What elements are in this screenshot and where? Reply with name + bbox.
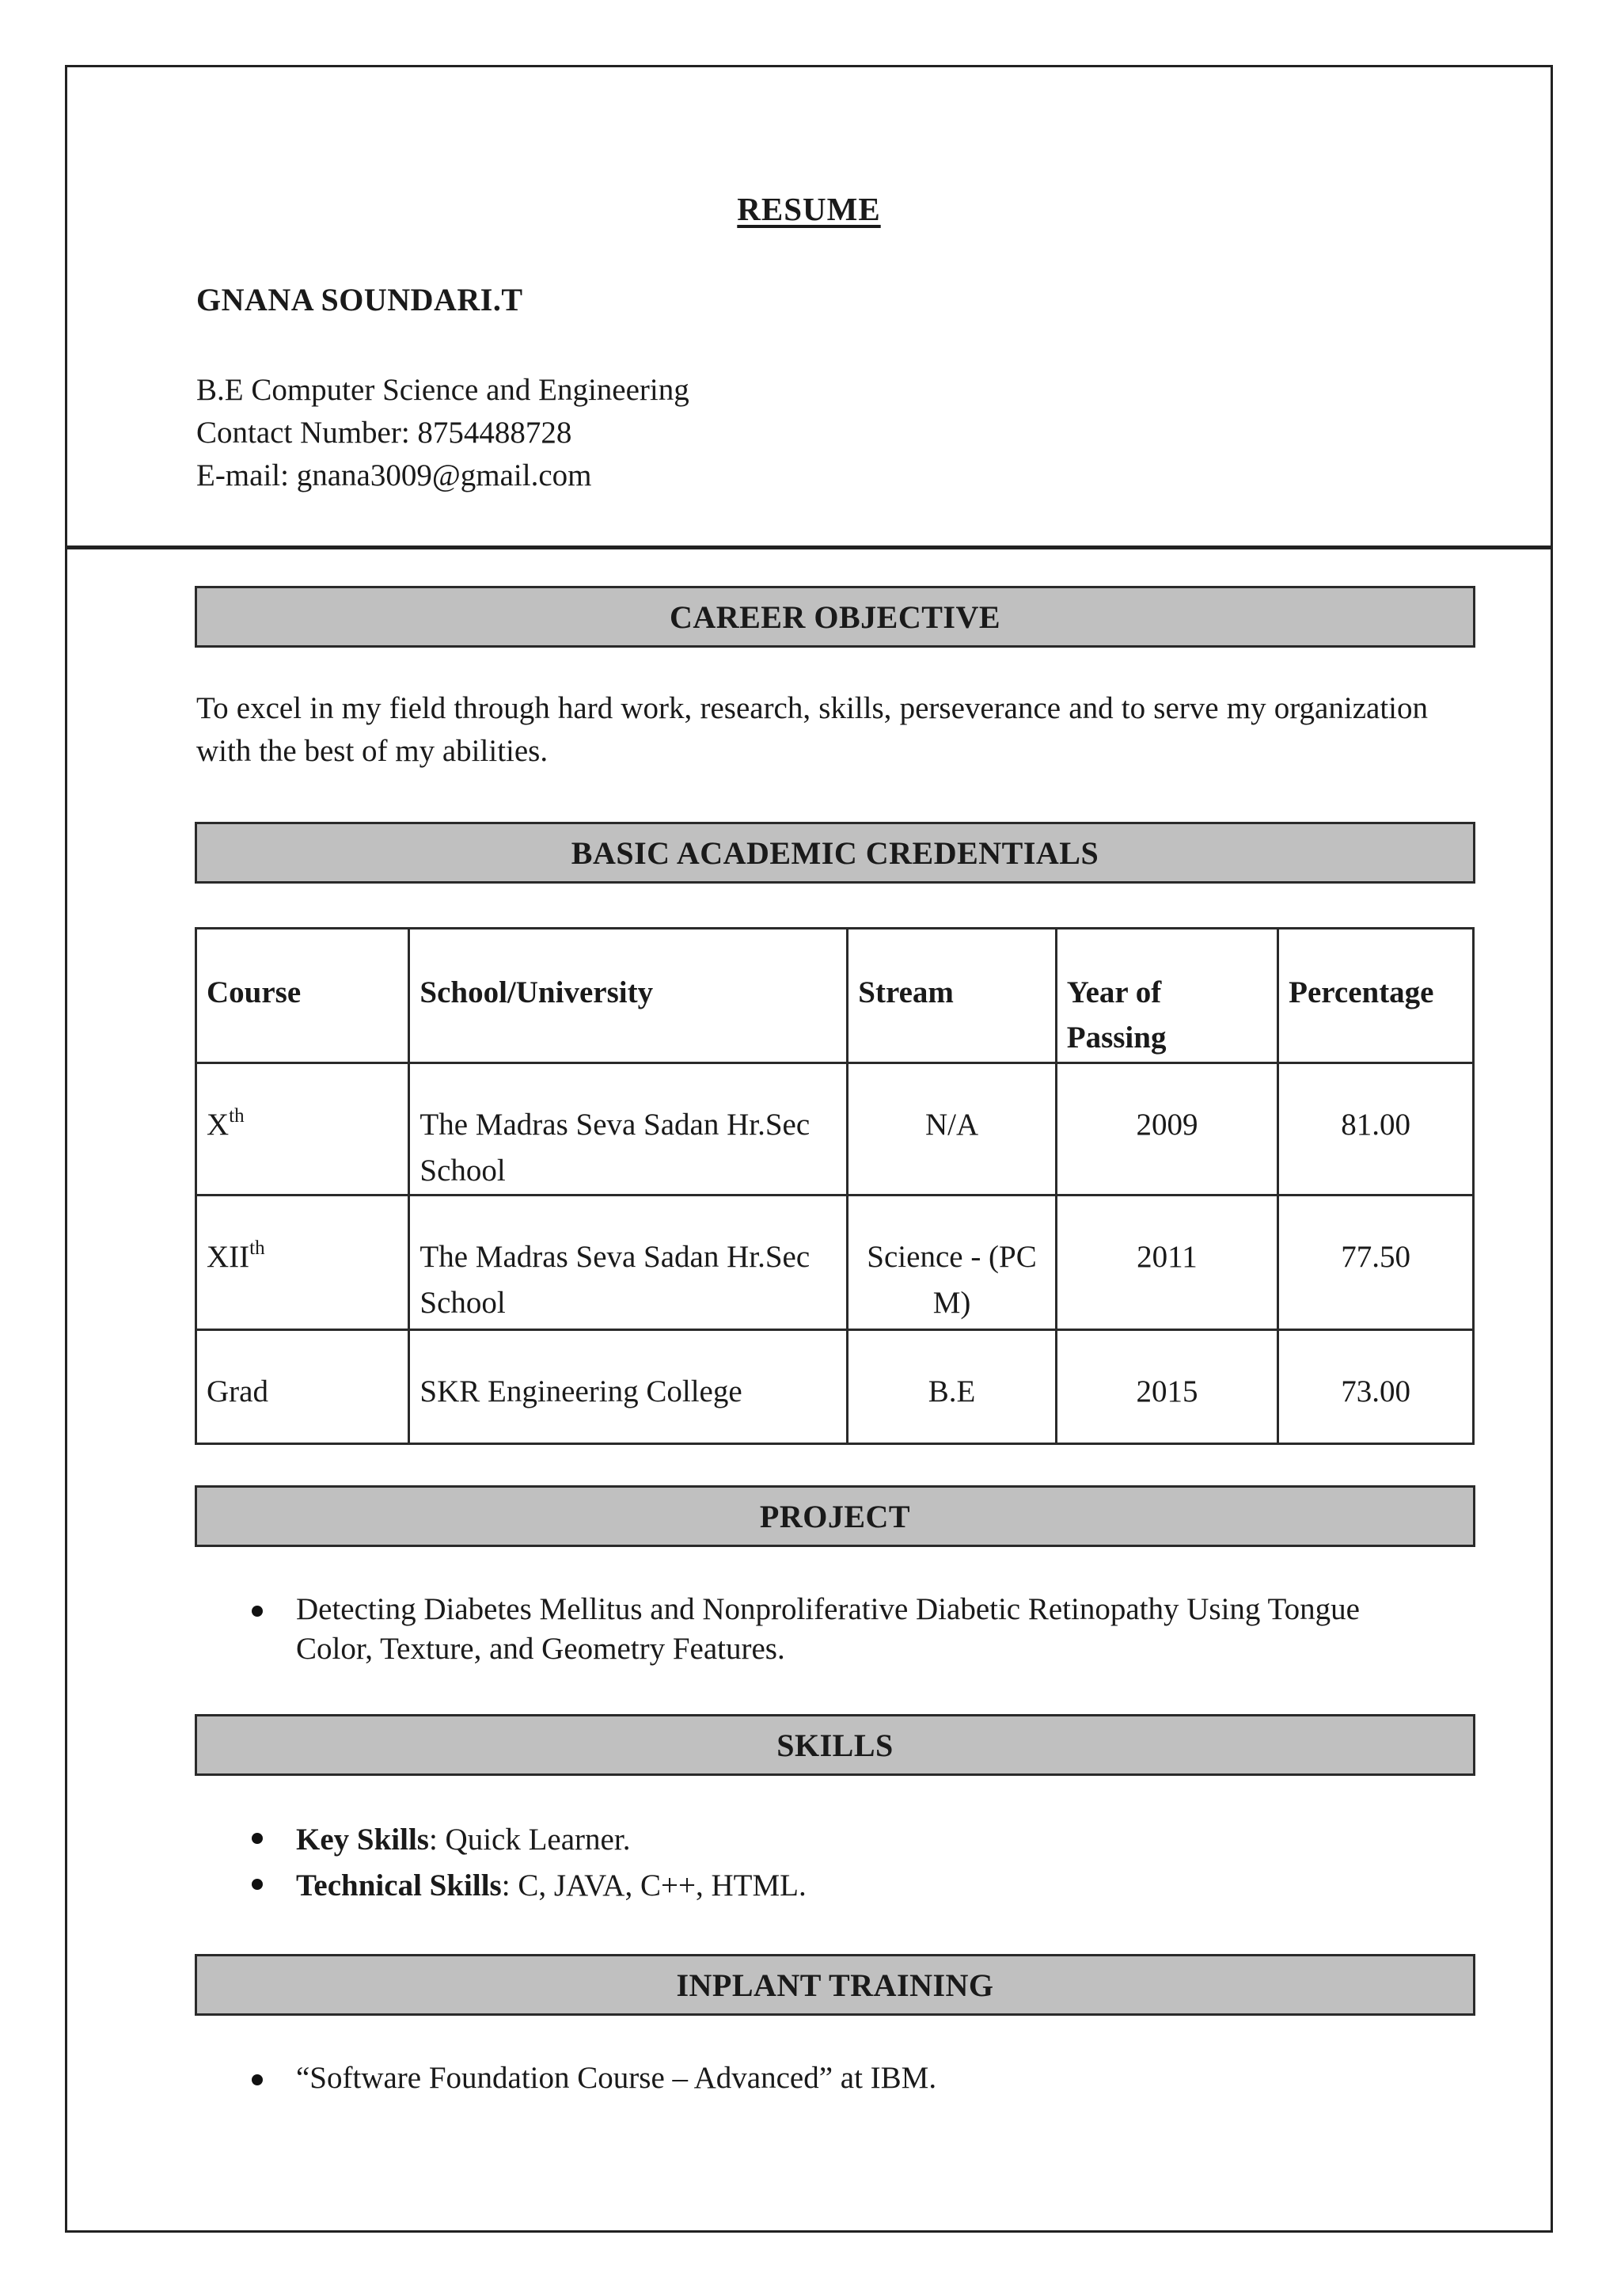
- school-cell: The Madras Seva Sadan Hr.Sec School: [409, 1196, 848, 1330]
- table-header-row: [196, 929, 1474, 1063]
- section-header-skills: SKILLS: [195, 1714, 1475, 1776]
- bullet-icon: [252, 1879, 263, 1890]
- course-cell: Xth: [196, 1063, 409, 1196]
- section-header-academic-credentials: BASIC ACADEMIC CREDENTIALS: [195, 822, 1475, 884]
- column-header: Year of Passing: [1056, 929, 1277, 1063]
- candidate-name: GNANA SOUNDARI.T: [196, 282, 523, 317]
- email-line: E-mail: gnana3009@gmail.com: [196, 458, 592, 492]
- percentage-cell: 73.00: [1278, 1330, 1474, 1444]
- table-row: [196, 1063, 1474, 1196]
- school-cell: The Madras Seva Sadan Hr.Sec School: [409, 1063, 848, 1196]
- bullet-icon: [252, 1833, 263, 1844]
- column-header: Percentage: [1278, 929, 1474, 1063]
- skills-list: [196, 1817, 807, 1909]
- contact-number-line: Contact Number: 8754488728: [196, 416, 572, 450]
- course-cell: Grad: [196, 1330, 409, 1444]
- column-header: Stream: [848, 929, 1056, 1063]
- year-cell: 2015: [1056, 1330, 1277, 1444]
- skill-label: Technical Skills: [296, 1868, 502, 1903]
- academic-credentials-table: [195, 927, 1475, 1445]
- header-divider: [65, 545, 1553, 549]
- document-title: RESUME: [737, 191, 881, 227]
- course-cell: XIIth: [196, 1196, 409, 1330]
- section-header-career-objective: CAREER OBJECTIVE: [195, 586, 1475, 648]
- ordinal-suffix: th: [229, 1105, 245, 1127]
- list-item: [196, 1817, 807, 1863]
- column-header: School/University: [409, 929, 848, 1063]
- percentage-cell: 77.50: [1278, 1196, 1474, 1330]
- section-header-project: PROJECT: [195, 1485, 1475, 1547]
- percentage-cell: 81.00: [1278, 1063, 1474, 1196]
- degree-line: B.E Computer Science and Engineering: [196, 373, 689, 407]
- career-objective-text: To excel in my field through hard work, research, skills, perseverance and to serve my organization with the best of my abilities.: [196, 691, 1428, 768]
- table-row: [196, 1330, 1474, 1444]
- ordinal-suffix: th: [249, 1237, 265, 1259]
- skill-value: : Quick Learner.: [428, 1823, 631, 1857]
- skill-value: : C, JAVA, C++, HTML.: [501, 1868, 807, 1903]
- section-header-inplant-training: INPLANT TRAINING: [195, 1954, 1475, 2016]
- bullet-icon: [252, 1606, 263, 1617]
- year-cell: 2011: [1056, 1196, 1277, 1330]
- list-item: “Software Foundation Course – Advanced” at IBM.: [196, 2058, 936, 2098]
- contact-block: [196, 369, 689, 497]
- list-item: [196, 1863, 807, 1909]
- list-item: Detecting Diabetes Mellitus and Nonproliferative Diabetic Retinopathy Using Tongue Color, Texture, and Geometry Features.: [196, 1590, 1399, 1669]
- table-row: [196, 1196, 1474, 1330]
- stream-cell: N/A: [848, 1063, 1056, 1196]
- stream-cell: B.E: [848, 1330, 1056, 1444]
- stream-cell: Science - (PC M): [848, 1196, 1056, 1330]
- year-cell: 2009: [1056, 1063, 1277, 1196]
- school-cell: SKR Engineering College: [409, 1330, 848, 1444]
- training-list: [196, 2058, 936, 2098]
- bullet-icon: [252, 2074, 263, 2085]
- column-header: Course: [196, 929, 409, 1063]
- project-list: [196, 1590, 1399, 1669]
- skill-label: Key Skills: [296, 1823, 429, 1857]
